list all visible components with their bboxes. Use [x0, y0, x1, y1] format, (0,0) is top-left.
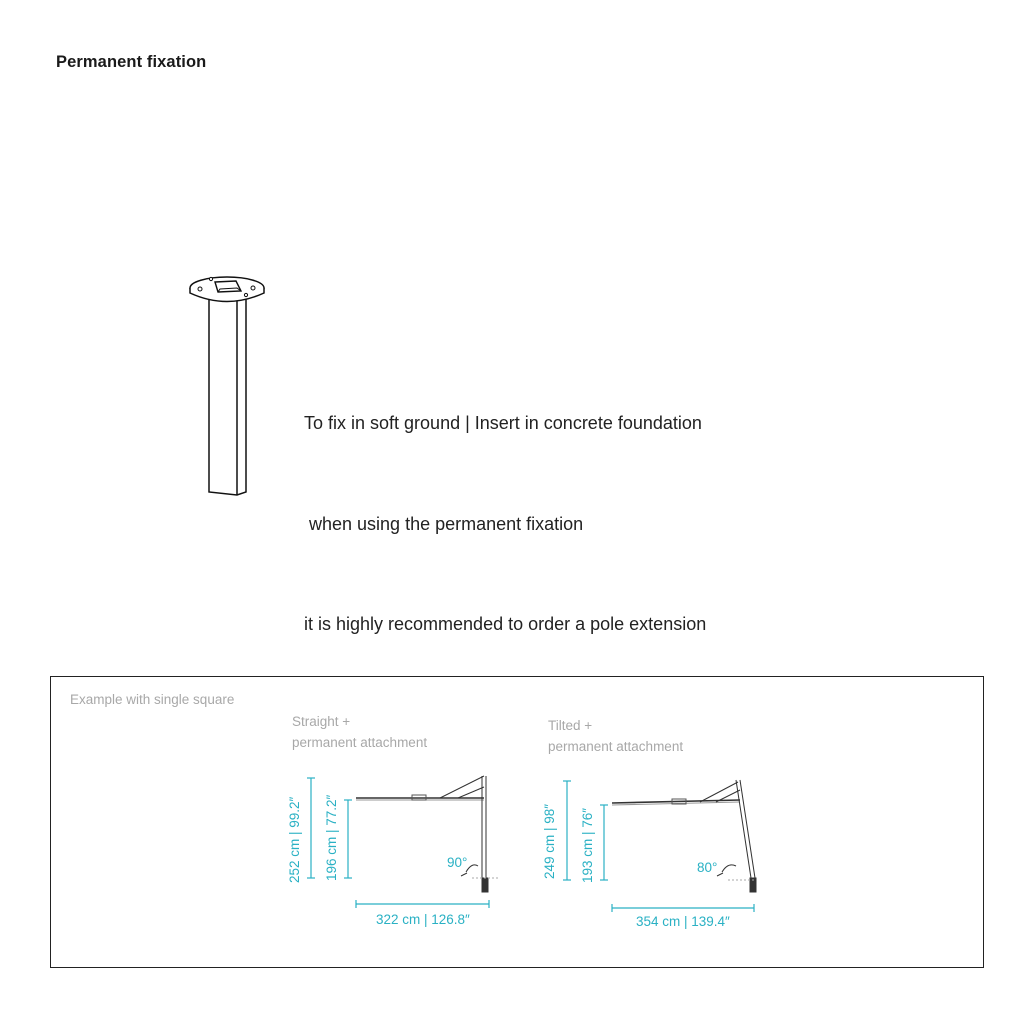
description-line-2: when using the permanent fixation	[304, 513, 584, 534]
tilted-width-label: 354 cm | 139.4″	[636, 914, 730, 929]
straight-width-label: 322 cm | 126.8″	[376, 912, 470, 927]
tilted-caption-line-1: Tilted +	[548, 718, 593, 733]
straight-angle-label: 90°	[447, 855, 468, 870]
tilted-umbrella-drawing	[612, 780, 756, 892]
description-line-1: To fix in soft ground | Insert in concrete foundation	[304, 413, 702, 433]
description-line-3: it is highly recommended to order a pole extension	[304, 614, 707, 634]
tilted-clear-height-label: 193 cm | 76″	[580, 807, 595, 883]
straight-clear-height-label: 196 cm | 77.2″	[324, 794, 339, 881]
straight-umbrella-drawing	[356, 776, 500, 892]
tilted-total-height-label: 249 cm | 98″	[542, 803, 557, 879]
tilted-angle-label: 80°	[697, 860, 718, 875]
example-title: Example with single square	[70, 692, 235, 707]
straight-caption-line-2: permanent attachment	[292, 734, 428, 750]
page-title: Permanent fixation	[56, 53, 207, 71]
straight-caption-line-1: Straight +	[292, 714, 351, 729]
straight-total-height-label: 252 cm | 99.2″	[287, 796, 302, 883]
tilted-caption-line-2: permanent attachment	[548, 738, 684, 754]
